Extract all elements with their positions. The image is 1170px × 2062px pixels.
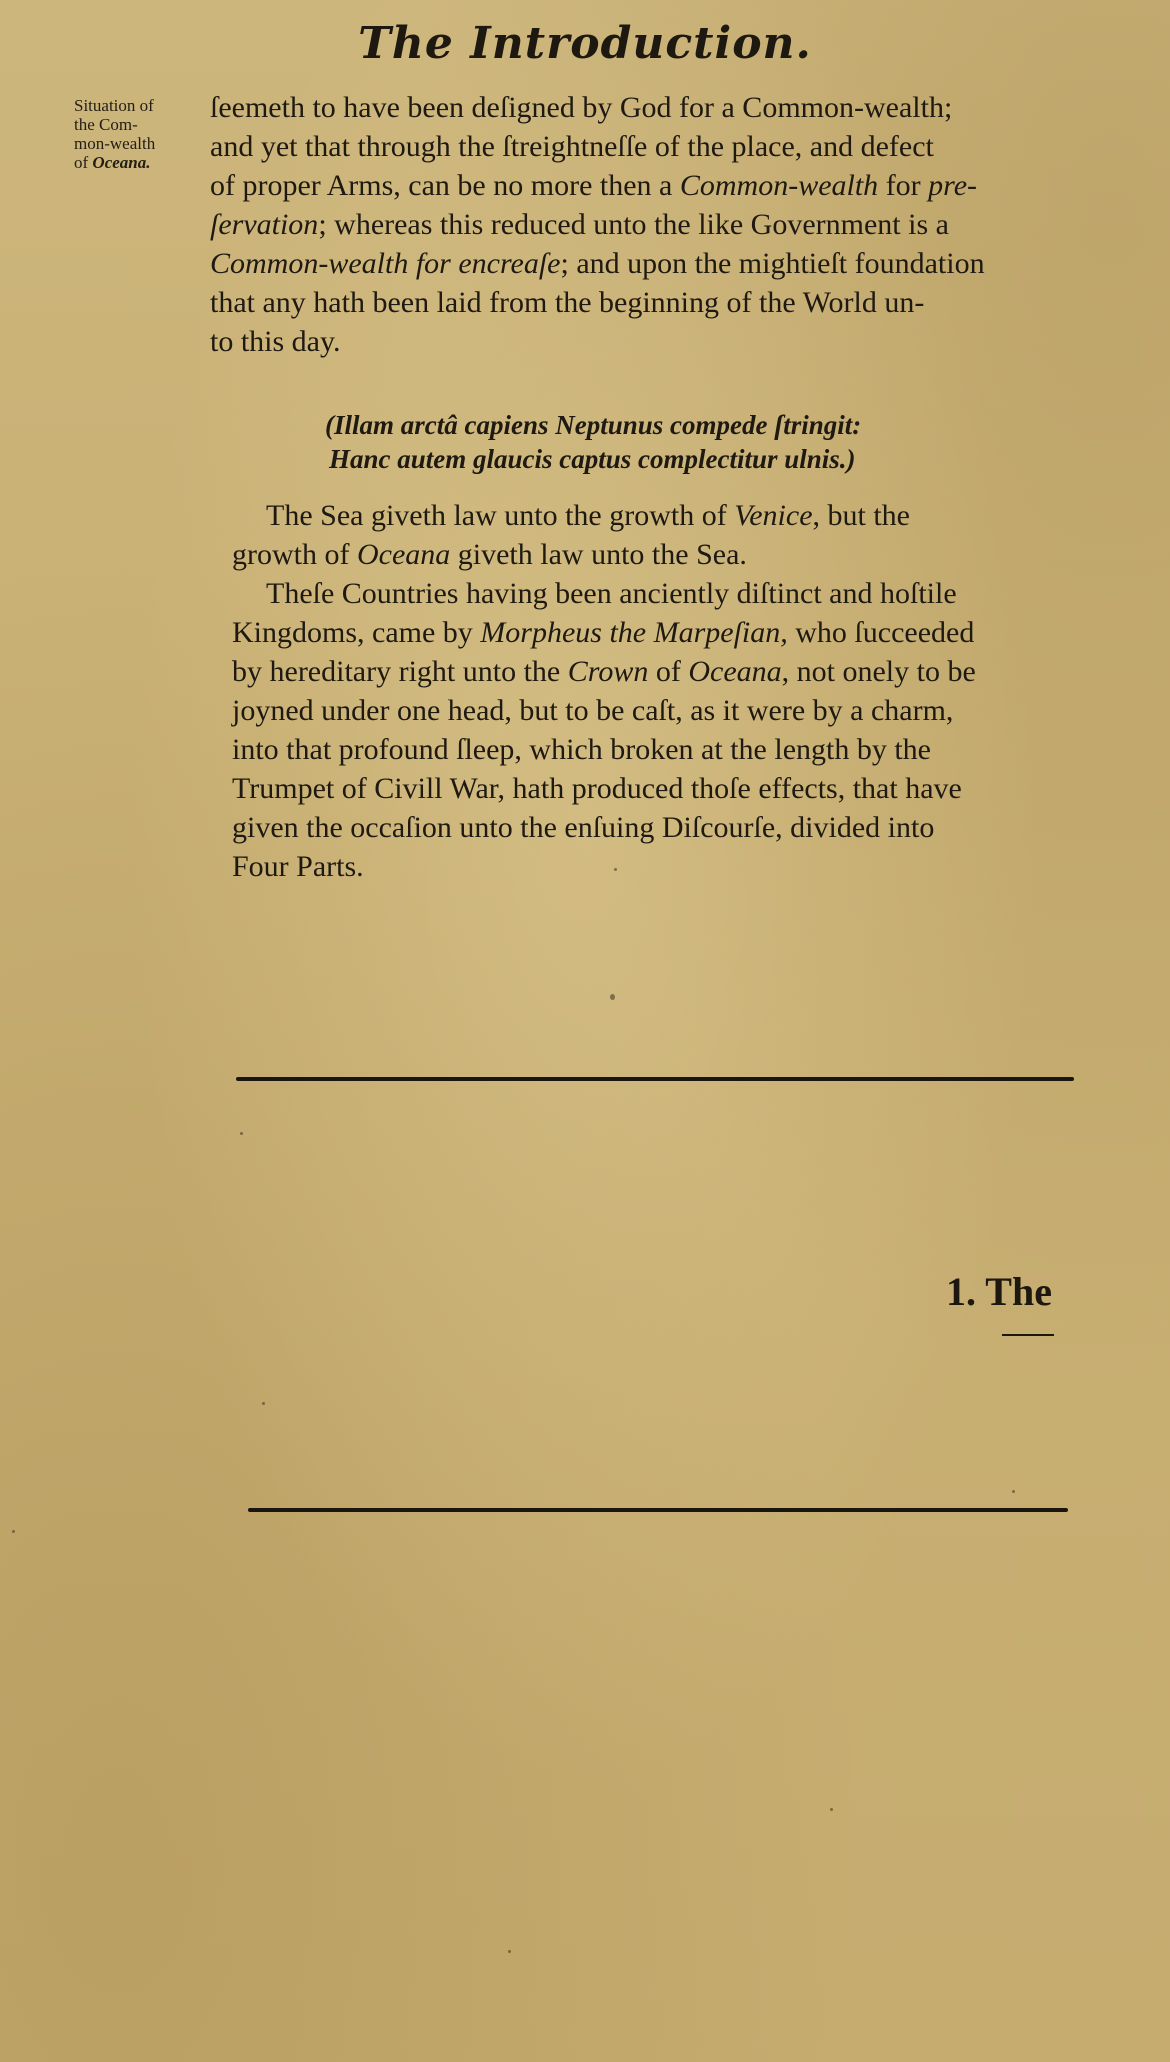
text-line — [210, 166, 1090, 205]
text-span: for — [878, 169, 929, 202]
italic-span: Oceana — [688, 655, 782, 688]
body-paragraph-2 — [232, 496, 1092, 886]
text-line: and yet that through the ſtreightneſſe of the place, and defect — [210, 130, 934, 163]
catchword-underline — [1002, 1334, 1054, 1336]
margin-note-line: mon-wealth — [74, 134, 156, 153]
margin-note-line: the Com- — [74, 115, 138, 134]
text-span: The Sea giveth law unto the growth of — [266, 499, 735, 532]
text-line — [232, 496, 1092, 535]
text-line: joyned under one head, but to be caſt, as it were by a charm, — [232, 694, 954, 727]
italic-span: pre- — [928, 169, 978, 202]
text-line: Four Parts. — [232, 850, 364, 883]
text-span: ; and upon the mightieſt foundation — [560, 247, 985, 280]
running-header: The Introduction. — [358, 18, 812, 69]
ink-speck — [12, 1530, 15, 1533]
text-line — [232, 613, 1092, 652]
text-span: ; whereas this reduced unto the like Government is a — [318, 208, 949, 241]
italic-span: Venice — [734, 499, 813, 532]
text-line: Trumpet of Civill War, hath produced thoſe effects, that have — [232, 772, 962, 805]
margin-note — [74, 96, 204, 172]
margin-note-line — [74, 153, 204, 172]
text-span: Kingdoms, came by — [232, 616, 481, 649]
text-span: by hereditary right unto the — [232, 655, 568, 688]
italic-span: ſervation — [210, 208, 319, 241]
text-span: of proper Arms, can be no more then a — [210, 169, 680, 202]
ink-speck — [508, 1950, 511, 1953]
ink-speck — [830, 1808, 833, 1811]
text-line — [232, 652, 1092, 691]
text-line: given the occaſion unto the enſuing Diſcourſe, divided into — [232, 811, 935, 844]
text-line: to this day. — [210, 325, 341, 358]
text-line — [210, 244, 1090, 283]
margin-note-text: of — [74, 153, 93, 172]
text-line — [210, 205, 1090, 244]
ink-speck — [240, 1132, 243, 1135]
ink-speck — [610, 994, 615, 1000]
text-span: of — [648, 655, 689, 688]
text-span: growth of — [232, 538, 357, 571]
quote-line: Hanc autem glaucis captus complectitur ulnis.) — [329, 444, 856, 474]
ink-speck — [1012, 1490, 1015, 1493]
text-line: ſeemeth to have been deſigned by God for a Common-wealth; — [210, 91, 953, 124]
italic-span: Morpheus the Marpeſian, — [480, 616, 788, 649]
italic-span: Common-wealth for encreaſe — [210, 247, 561, 280]
text-line: that any hath been laid from the beginning of the World un- — [210, 286, 925, 319]
margin-note-italic: Oceana. — [92, 153, 151, 172]
catchword: 1. The — [946, 1269, 1052, 1314]
text-line: Theſe Countries having been anciently diſtinct and hoſtile — [266, 577, 957, 610]
latin-quotation — [325, 408, 1025, 476]
text-line — [232, 535, 1092, 574]
text-span: , not onely to be — [781, 655, 976, 688]
margin-note-line: Situation of — [74, 96, 154, 115]
italic-span: Oceana — [356, 538, 451, 571]
text-span: giveth law unto the Sea. — [450, 538, 747, 571]
horizontal-rule — [236, 1077, 1074, 1081]
ink-speck — [614, 868, 617, 871]
text-span: who ſucceeded — [787, 616, 975, 649]
italic-span: Crown — [567, 655, 649, 688]
ink-speck — [262, 1402, 265, 1405]
horizontal-rule — [248, 1508, 1068, 1512]
quote-line: (Illam arctâ capiens Neptunus compede ſtringit: — [325, 410, 862, 440]
text-line: into that profound ſleep, which broken at the length by the — [232, 733, 931, 766]
italic-span: Common-wealth — [679, 169, 879, 202]
body-paragraph-1 — [210, 88, 1090, 361]
text-span: , but the — [812, 499, 911, 532]
